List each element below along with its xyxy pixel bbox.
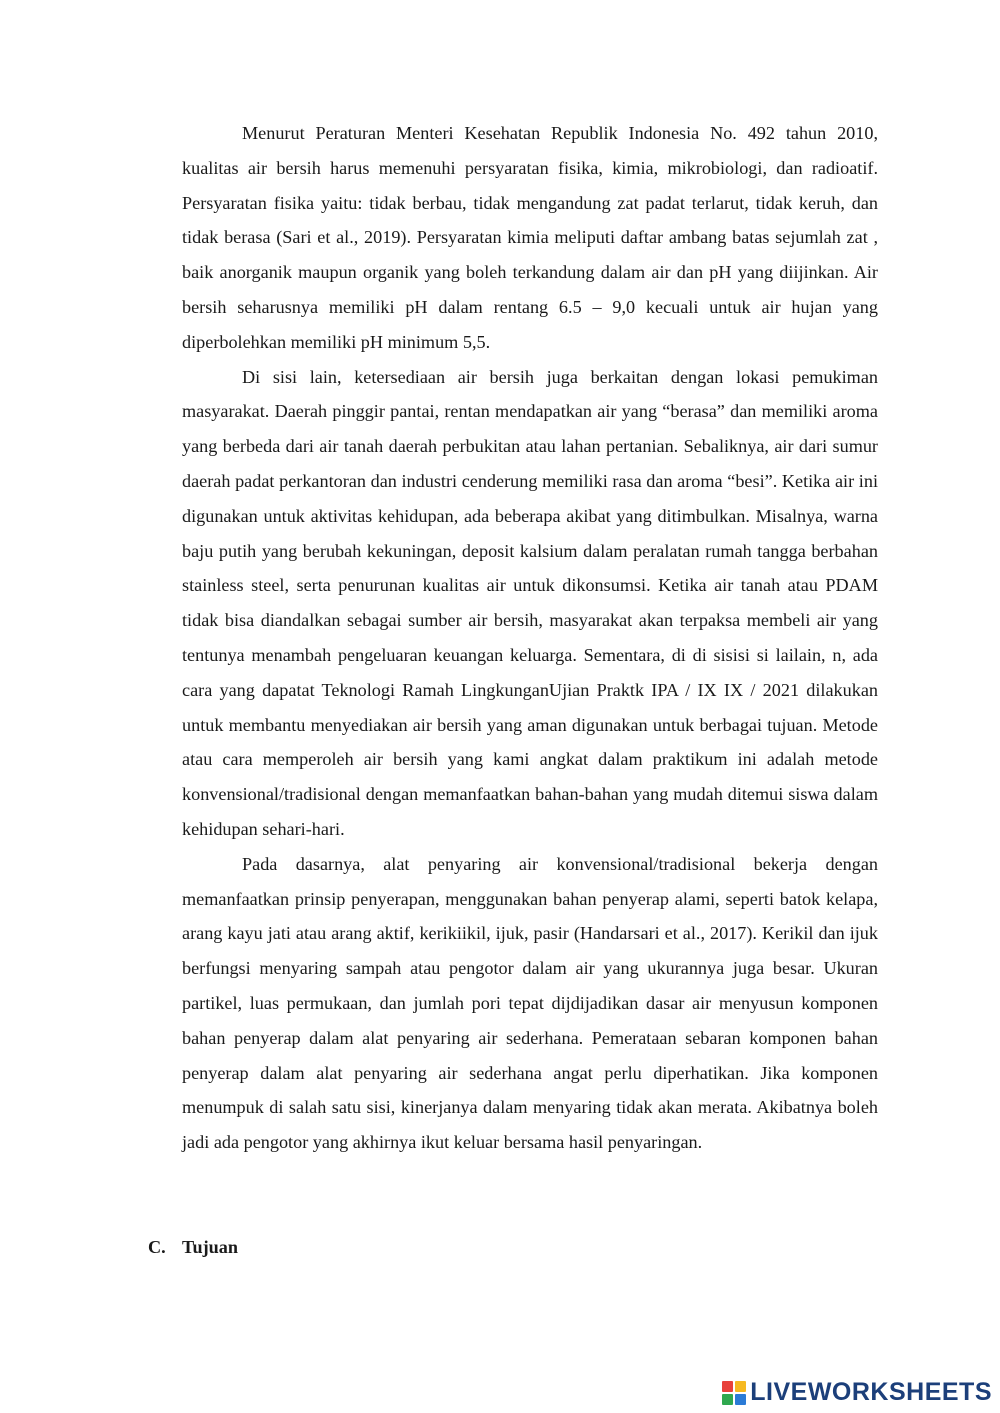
document-body	[182, 116, 878, 1160]
section-heading	[148, 1230, 238, 1265]
paragraph-3: Pada dasarnya, alat penyaring air konvensional/tradisional bekerja dengan memanfaatkan prinsip penyerapan, menggunakan bahan penyerap alami, seperti batok kelapa, arang kayu jati atau arang aktif, kerikiikil, ijuk, pasir (Handarsari et al., 2017). Kerikil dan ijuk berfungsi menyaring sampah atau pengotor dalam air yang ukurannya juga besar. Ukuran partikel, luas permukaan, dan jumlah pori tepat dijdijadikan dasar air menyusun komponen bahan penyerap dalam alat penyaring air sederhana. Pemerataan sebaran komponen bahan penyerap dalam alat penyaring air sederhana angat perlu diperhatikan. Jika komponen menumpuk di salah satu sisi, kinerjanya dalam menyaring tidak akan merata. Akibatnya boleh jadi ada pengotor yang akhirnya ikut keluar bersama hasil penyaringan.	[182, 853, 878, 1153]
section-number: C.	[148, 1237, 166, 1257]
logo-square-red	[722, 1381, 733, 1392]
liveworksheets-brand[interactable]	[722, 1378, 992, 1407]
section-title: Tujuan	[182, 1237, 238, 1257]
paragraph-2: Di sisi lain, ketersediaan air bersih juga berkaitan dengan lokasi pemukiman masyarakat. Daerah pinggir pantai, rentan mendapatkan air yang “berasa” dan memiliki aroma yang berbeda dari air tanah daerah perbukitan atau lahan pertanian. Sebaliknya, air dari sumur daerah padat perkantoran dan industri cenderung memiliki rasa dan aroma “besi”. Ketika air ini digunakan untuk aktivitas kehidupan, ada beberapa akibat yang ditimbulkan. Misalnya, warna baju putih yang berubah kekuningan, deposit kalsium dalam peralatan rumah tangga berbahan stainless steel, serta penurunan kualitas air untuk dikonsumsi. Ketika air tanah atau PDAM tidak bisa diandalkan sebagai sumber air bersih, masyarakat akan terpaksa membeli air yang tentunya menambah pengeluaran keuangan keluarga. Sementara, di di sisisi si lailain, n, ada cara yang dapatat Teknologi Ramah LingkunganUjian Praktk IPA / IX IX / 2021 dilakukan untuk membantu menyediakan air bersih yang aman digunakan untuk berbagai tujuan. Metode atau cara memperoleh air bersih yang kami angkat dalam praktikum ini adalah metode konvensional/tradisional dengan memanfaatkan bahan-bahan yang mudah ditemui siswa dalam kehidupan sehari-hari.	[182, 366, 878, 839]
logo-square-green	[722, 1394, 733, 1405]
liveworksheets-logo-icon	[722, 1381, 746, 1405]
paragraph-1: Menurut Peraturan Menteri Kesehatan Republik Indonesia No. 492 tahun 2010, kualitas air bersih harus memenuhi persyaratan fisika, kimia, mikrobiologi, dan radioatif. Persyaratan fisika yaitu: tidak berbau, tidak mengandung zat padat terlarut, tidak keruh, dan tidak berasa (Sari et al., 2019). Persyaratan kimia meliputi daftar ambang batas sejumlah zat , baik anorganik maupun organik yang boleh terkandung dalam air dan pH yang diijinkan. Air bersih seharusnya memiliki pH dalam rentang 6.5 – 9,0 kecuali untuk air hujan yang diperbolehkan memiliki pH minimum 5,5.	[182, 123, 878, 352]
brand-name: LIVEWORKSHEETS	[750, 1378, 992, 1406]
logo-square-yellow	[735, 1381, 746, 1392]
logo-square-blue	[735, 1394, 746, 1405]
